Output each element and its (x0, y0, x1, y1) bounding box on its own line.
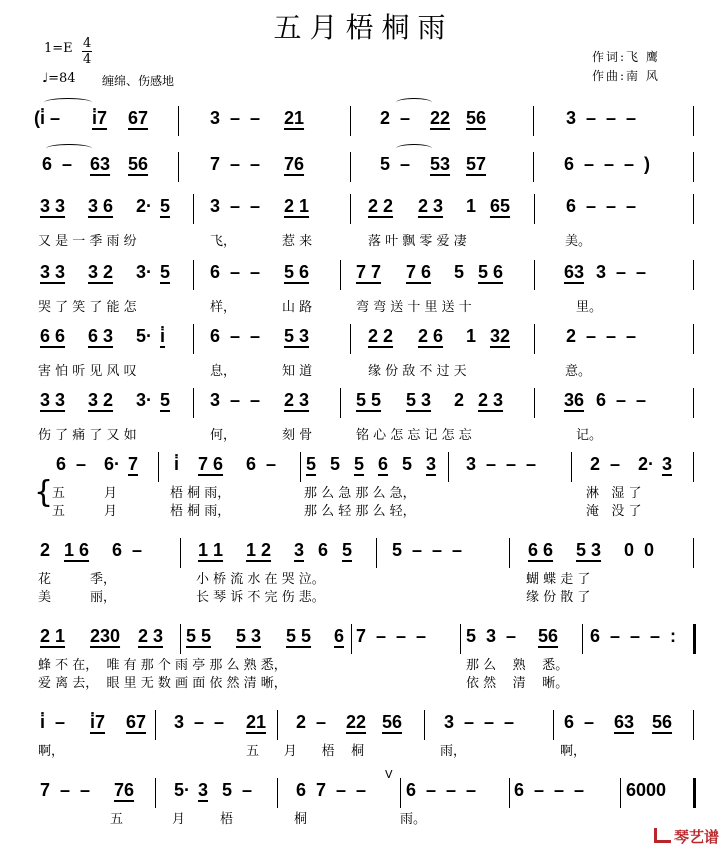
note-group: 22 (346, 712, 367, 732)
lyric-text: 里。 (576, 300, 603, 315)
note-group: 3 6 (88, 196, 114, 216)
note-group: 5 5 (186, 626, 212, 646)
note-group: 3 2 (88, 262, 114, 282)
note-group: 6 – (42, 154, 73, 174)
barline (277, 778, 278, 808)
note-group: 2 1 (284, 196, 310, 216)
note-group: 5 (354, 454, 365, 474)
lyric-text: 惹 来 (282, 234, 313, 249)
verse-brace: { (34, 475, 54, 510)
note-group: 6 3 (88, 326, 114, 346)
barline (340, 260, 341, 290)
note-group: i̇ (174, 454, 180, 474)
score-title: 五月梧桐雨 (273, 11, 454, 44)
barline (693, 260, 694, 290)
expression-marking: 缠绵、伤感地 (102, 74, 175, 88)
note-group: 5 5 (356, 390, 382, 410)
lyric-text: 记。 (576, 428, 603, 443)
lyric-text: 意。 (565, 364, 592, 379)
lyric-text: 那 么 轻 那 么 轻， (304, 504, 416, 519)
note-group: (i̇ – (34, 108, 61, 128)
lyric-text: 长 琴 诉 不 完 伤 悲。 (196, 590, 325, 605)
note-group: 76 (284, 154, 305, 174)
barline (180, 624, 181, 654)
note-group: 6000 (626, 780, 667, 800)
score-line (0, 454, 727, 519)
slur-arc (46, 144, 92, 153)
note-group: 6· (104, 454, 121, 474)
time-signature (82, 36, 92, 67)
note-group: 6 (378, 454, 389, 474)
note-group: 6 – – – : (590, 626, 677, 646)
score-line (0, 326, 727, 379)
note-group: 7 6 (406, 262, 432, 282)
barline (534, 260, 535, 290)
note-group: 5 – (380, 154, 411, 174)
barline (693, 194, 694, 224)
note-group: 53 (430, 154, 451, 174)
lyric-text: 何， (210, 428, 237, 443)
lyric-text: 梧 桐 雨， (170, 504, 231, 519)
barline (193, 194, 194, 224)
note-group: 56 (538, 626, 559, 646)
lyric-text: 知 道 (282, 364, 313, 379)
note-group: 5 (402, 454, 413, 474)
note-group: 230 (90, 626, 121, 646)
barline (693, 710, 694, 740)
note-group: i̇ (160, 326, 166, 346)
note-group: 5 (160, 196, 171, 216)
note-group: 21 (284, 108, 305, 128)
lyric-text: 美。 (565, 234, 592, 249)
note-group: 2 3 (478, 390, 504, 410)
note-group: 5 5 (286, 626, 312, 646)
barline (509, 778, 510, 808)
barline (340, 388, 341, 418)
lyric-text: 又 是 一 季 雨 纷 (38, 234, 137, 249)
lyric-text: 丽， (90, 590, 117, 605)
note-group: 7 – – (40, 780, 91, 800)
note-group: 6 – (56, 454, 87, 474)
score-line (0, 154, 727, 194)
note-group: 3 – – – (444, 712, 515, 732)
lyric-text: 小 桥 流 水 在 哭 泣。 (196, 572, 325, 587)
note-group: 2 – – – (566, 326, 637, 346)
barline (350, 194, 351, 224)
note-group: 2 1 (40, 626, 66, 646)
note-group: 5 3 (236, 626, 262, 646)
lyric-text: 啊， (38, 744, 65, 759)
barline (693, 152, 694, 182)
barline (193, 388, 194, 418)
barline (533, 106, 534, 136)
lyric-text: 害 怕 听 见 风 叹 (38, 364, 137, 379)
note-group: 6 – (564, 712, 595, 732)
lyricist: 作词:飞 鹰 (592, 50, 660, 64)
note-group: 1 2 (246, 540, 272, 560)
slur-arc (396, 144, 432, 153)
barline (155, 710, 156, 740)
barline (582, 624, 583, 654)
key-signature: 1=E (44, 41, 73, 56)
note-group: 67 (128, 108, 149, 128)
barline (571, 452, 572, 482)
note-group: 1 (466, 326, 477, 346)
slur-arc (44, 98, 92, 107)
logo-icon (654, 828, 671, 843)
note-group: 6 – – (210, 262, 261, 282)
note-group: 3 (198, 780, 209, 800)
lyric-text: 哭 了 笑 了 能 怎 (38, 300, 137, 315)
barline (693, 538, 694, 568)
note-group: 3 3 (40, 196, 66, 216)
note-group: 5 3 (576, 540, 602, 560)
note-group: 6 6 (40, 326, 66, 346)
barline (534, 194, 535, 224)
note-group: 2 2 (368, 196, 394, 216)
score-line (0, 262, 727, 315)
note-group: 6 – – – (566, 196, 637, 216)
note-group: 2· (638, 454, 655, 474)
note-group: 3 3 (40, 390, 66, 410)
note-group: 2 (454, 390, 465, 410)
score-line (0, 780, 727, 827)
note-group: 3 – – (210, 390, 261, 410)
note-group: 6 6 (528, 540, 554, 560)
note-group: 56 (128, 154, 149, 174)
note-group: 3 – – (210, 196, 261, 216)
note-group: 56 (382, 712, 403, 732)
lyric-text: 那 么 熟 悉。 (466, 658, 569, 673)
barline (693, 324, 694, 354)
note-group: 5· (136, 326, 153, 346)
note-group: 2 3 (138, 626, 164, 646)
note-group: 5 6 (284, 262, 310, 282)
note-group: 5 3 (406, 390, 432, 410)
barline (155, 778, 156, 808)
lyric-text: 那 么 急 那 么 急， (304, 486, 416, 501)
note-group: 7 6 (198, 454, 224, 474)
note-group: 3 (662, 454, 673, 474)
lyric-text: 季， (90, 572, 117, 587)
note-group: 3 – – (174, 712, 225, 732)
lyric-text: 美 (38, 590, 52, 605)
barline (553, 710, 554, 740)
lyric-text: 月 (104, 486, 118, 501)
note-group: 3 – – (596, 262, 647, 282)
time-sig-bottom: 4 (83, 52, 92, 67)
lyric-text: 缘 份 敌 不 过 天 (368, 364, 467, 379)
score-line (0, 196, 727, 249)
lyric-text: 弯 弯 送 十 里 送 十 (356, 300, 472, 315)
note-group: 7 – – – (356, 626, 427, 646)
barline (180, 538, 181, 568)
note-group: 1 6 (64, 540, 90, 560)
note-group: 22 (430, 108, 451, 128)
barline (351, 624, 352, 654)
lyric-text: 息， (210, 364, 237, 379)
note-group: 6 7 – – (296, 780, 367, 800)
watermark-logo (654, 826, 719, 847)
note-group: 2 – (380, 108, 411, 128)
lyric-text: 五 (52, 504, 66, 519)
note-group: 5 (306, 454, 317, 474)
note-group: 6 – – – (514, 780, 585, 800)
barline (376, 538, 377, 568)
barline (300, 452, 301, 482)
note-group: 3 (426, 454, 437, 474)
note-group: 63 (90, 154, 111, 174)
note-group: 2 (40, 540, 51, 560)
barline (277, 710, 278, 740)
note-group: 3· (136, 390, 153, 410)
note-group: 56 (652, 712, 673, 732)
note-group: 2 3 (284, 390, 310, 410)
score-line (0, 626, 727, 691)
barline (350, 152, 351, 182)
lyric-text: 雨。 (400, 812, 427, 827)
tempo-marking: ♩=84 (42, 71, 76, 86)
note-group: 2· (136, 196, 153, 216)
lyric-text: 花 (38, 572, 52, 587)
lyric-text: 淹 没 了 (586, 504, 642, 519)
score-line (0, 712, 727, 759)
note-group: 57 (466, 154, 487, 174)
lyric-text: 山 路 (282, 300, 313, 315)
barline (693, 624, 696, 654)
score-line (0, 390, 727, 443)
note-group: 21 (246, 712, 267, 732)
barline (693, 388, 694, 418)
note-group: 7 – – (210, 154, 261, 174)
note-group: 6 – (246, 454, 277, 474)
lyric-text: 桐 (294, 812, 308, 827)
lyric-text: 样， (210, 300, 237, 315)
barline (158, 452, 159, 482)
note-group: 2 – (296, 712, 327, 732)
credits (592, 48, 660, 86)
lyric-text: 月 (172, 812, 186, 827)
note-group: 0 0 (624, 540, 655, 560)
note-group: 3 (294, 540, 305, 560)
note-group: 5 – – – (392, 540, 463, 560)
lyric-text: 爱 离 去， 眼 里 无 数 画 面 依 然 清 晰， (38, 676, 287, 691)
note-group: 1 1 (198, 540, 224, 560)
lyric-text: 落 叶 飘 零 爱 凄 (368, 234, 467, 249)
barline (693, 106, 694, 136)
note-group: 6 (318, 540, 329, 560)
note-group: i̇7 (90, 712, 106, 732)
note-group: 36 (564, 390, 585, 410)
lyric-text: 伤 了 痛 了 又 如 (38, 428, 137, 443)
note-group: 32 (490, 326, 511, 346)
lyric-text: 雨， (440, 744, 467, 759)
note-group: 5 3 – (466, 626, 517, 646)
barline (460, 624, 461, 654)
lyric-text: 梧 桐 雨， (170, 486, 231, 501)
lyric-text: 啊， (560, 744, 587, 759)
note-group: 3 – – – (566, 108, 637, 128)
time-sig-top: 4 (83, 36, 92, 51)
note-group: i̇7 (92, 108, 108, 128)
lyric-text: 五 月 梧 桐 (246, 744, 365, 759)
note-group: 5 6 (478, 262, 504, 282)
lyric-text: 刻 骨 (282, 428, 313, 443)
note-group: 5 (342, 540, 353, 560)
barline (534, 324, 535, 354)
score-line (0, 540, 727, 605)
note-group: 63 (564, 262, 585, 282)
note-group: 5· (174, 780, 191, 800)
barline (350, 106, 351, 136)
note-group: 2 3 (418, 196, 444, 216)
note-group: 6 – – – ) (564, 154, 651, 174)
barline (178, 106, 179, 136)
note-group: 67 (126, 712, 147, 732)
note-group: 5 (160, 390, 171, 410)
note-group: 2 6 (418, 326, 444, 346)
barline (534, 388, 535, 418)
barline (350, 324, 351, 354)
breath-mark: V (385, 768, 393, 781)
barline (693, 452, 694, 482)
note-group: 5 – (222, 780, 253, 800)
lyric-text: 飞， (210, 234, 237, 249)
note-group: 56 (466, 108, 487, 128)
barline (448, 452, 449, 482)
barline (620, 778, 621, 808)
note-group: 63 (614, 712, 635, 732)
barline (400, 778, 401, 808)
lyric-text: 蝴 蝶 走 了 (526, 572, 591, 587)
note-group: 1 (466, 196, 477, 216)
barline (424, 710, 425, 740)
note-group: 2 2 (368, 326, 394, 346)
lyric-text: 蜂 不 在， 唯 有 那 个 雨 亭 那 么 熟 悉， (38, 658, 287, 673)
note-group: 6 (334, 626, 345, 646)
watermark-text: 琴艺谱 (673, 828, 719, 846)
slur-arc (396, 98, 432, 107)
composer: 作曲:南 风 (592, 69, 660, 83)
note-group: 5 (454, 262, 465, 282)
note-group: 7 (128, 454, 139, 474)
note-group: 6 – – – (406, 780, 477, 800)
note-group: 7 7 (356, 262, 382, 282)
barline (509, 538, 510, 568)
note-group: 5 (330, 454, 341, 474)
note-group: 5 (160, 262, 171, 282)
score-line (0, 108, 727, 148)
note-group: 3 2 (88, 390, 114, 410)
barline (193, 324, 194, 354)
note-group: 3 – – – (466, 454, 537, 474)
note-group: 3· (136, 262, 153, 282)
lyric-text: 铭 心 怎 忘 记 怎 忘 (356, 428, 472, 443)
note-group: i̇ – (40, 712, 66, 732)
lyric-text: 月 (104, 504, 118, 519)
note-group: 6 – – (210, 326, 261, 346)
barline (193, 260, 194, 290)
barline (533, 152, 534, 182)
barline (693, 778, 696, 808)
note-group: 3 3 (40, 262, 66, 282)
lyric-text: 依 然 清 晰。 (466, 676, 569, 691)
note-group: 5 3 (284, 326, 310, 346)
lyric-text: 五 (52, 486, 66, 501)
note-group: 6 – (112, 540, 143, 560)
lyric-text: 五 (110, 812, 124, 827)
note-group: 3 – – (210, 108, 261, 128)
barline (178, 152, 179, 182)
lyric-text: 淋 湿 了 (586, 486, 642, 501)
note-group: 76 (114, 780, 135, 800)
note-group: 65 (490, 196, 511, 216)
note-group: 6 – – (596, 390, 647, 410)
lyric-text: 缘 份 散 了 (526, 590, 591, 605)
note-group: 2 – (590, 454, 621, 474)
lyric-text: 梧 (220, 812, 234, 827)
